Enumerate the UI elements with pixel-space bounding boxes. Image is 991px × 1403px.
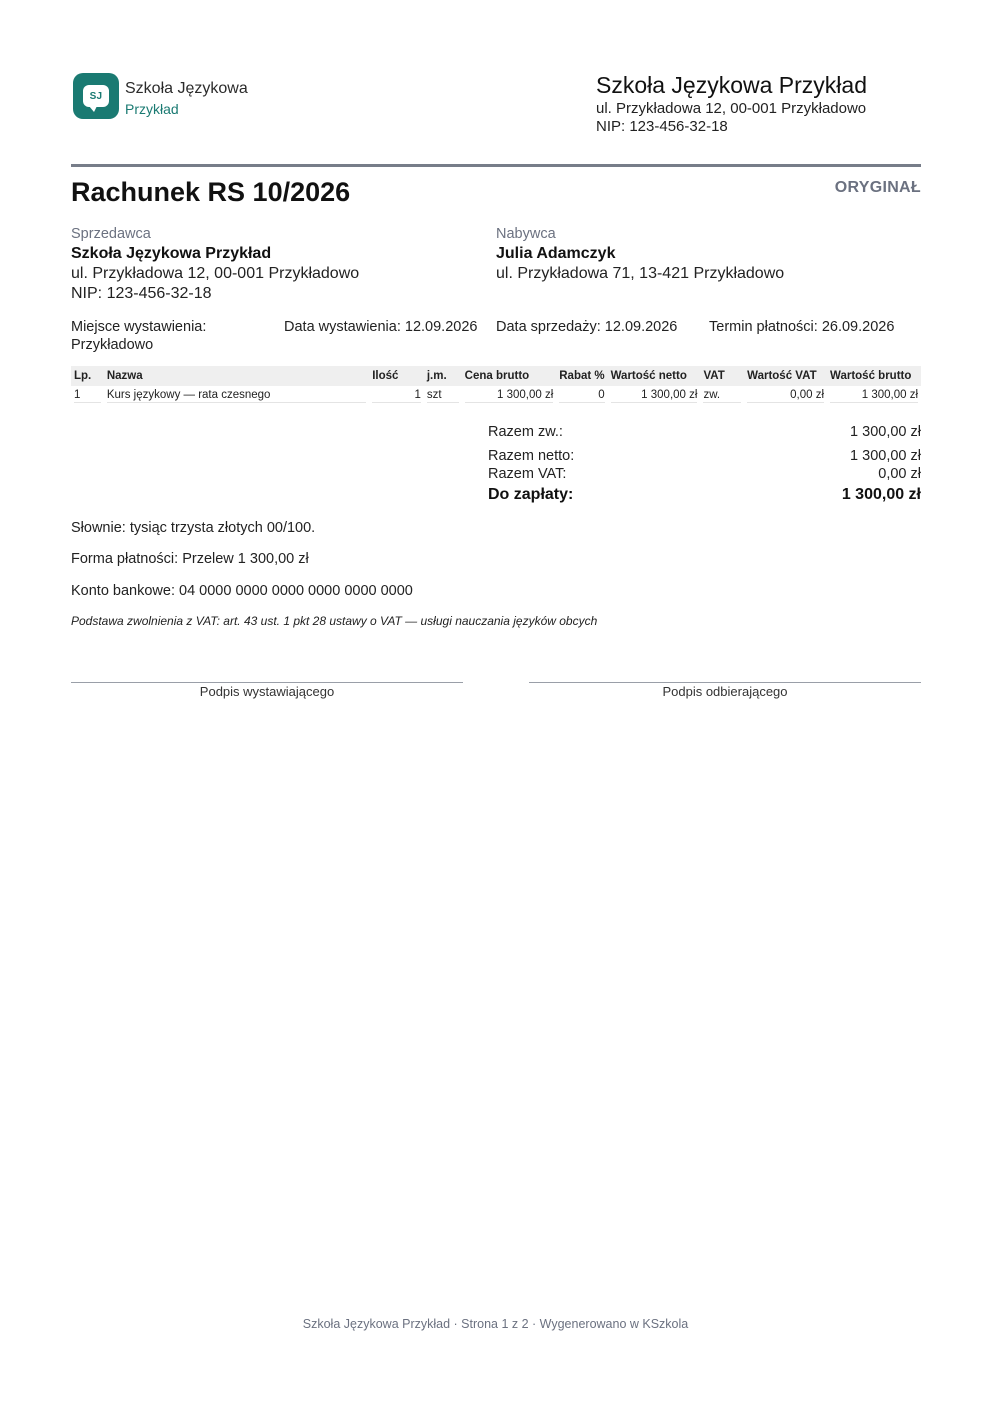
row-name: Kurs językowy — rata czesnego <box>107 389 366 403</box>
issuer-signature-line <box>71 682 463 683</box>
document-title: Rachunek RS 10/2026 <box>71 177 351 207</box>
row-qty: 1 <box>372 389 421 403</box>
table-row <box>71 386 921 406</box>
row-vat: zw. <box>703 389 741 403</box>
items-table <box>71 366 921 406</box>
row-gross-value: 1 300,00 zł <box>830 389 918 403</box>
seller-label: Sprzedawca <box>71 226 151 242</box>
sum-exempt-label: Razem zw.: <box>488 424 563 440</box>
logo-monogram: SJ <box>89 90 103 102</box>
col-discount: Rabat % <box>556 366 607 386</box>
logo-name: Szkoła Językowa <box>125 80 248 97</box>
logo-badge <box>73 73 119 119</box>
row-lp: 1 <box>74 389 101 403</box>
col-name: Nazwa <box>104 366 369 386</box>
row-unit: szt <box>427 389 459 403</box>
page-footer: Szkoła Językowa Przykład · Strona 1 z 2 · Wygenerowano w KSzkola <box>302 1317 689 1331</box>
col-vat-value: Wartość VAT <box>744 366 827 386</box>
issuer-signature-label: Podpis wystawiającego <box>199 684 335 699</box>
seller-nip: NIP: 123-456-32-18 <box>71 285 212 302</box>
sum-net-label: Razem netto: <box>488 448 575 464</box>
col-qty: Ilość <box>369 366 424 386</box>
row-discount: 0 <box>559 389 604 403</box>
table-header-row <box>71 366 921 386</box>
header-company-name: Szkoła Językowa Przykład <box>596 72 867 98</box>
seller-name: Szkoła Językowa Przykład <box>71 245 272 262</box>
row-net-value: 1 300,00 zł <box>611 389 698 403</box>
issue-date: Data wystawienia: 12.09.2026 <box>284 319 478 335</box>
col-gross-value: Wartość brutto <box>827 366 921 386</box>
col-unit: j.m. <box>424 366 462 386</box>
buyer-address: ul. Przykładowa 71, 13-421 Przykładowo <box>496 265 785 282</box>
col-gross-price: Cena brutto <box>462 366 557 386</box>
buyer-name: Julia Adamczyk <box>496 245 616 262</box>
issue-place: Miejsce wystawienia: Przykładowo <box>71 319 207 353</box>
sum-exempt-value: 1 300,00 zł <box>850 424 921 440</box>
receiver-signature-label: Podpis odbierającego <box>662 684 788 699</box>
logo-subtitle: Przykład <box>125 101 179 117</box>
sum-net-value: 1 300,00 zł <box>850 448 921 464</box>
speech-bubble-icon <box>83 85 109 107</box>
copy-label: ORYGINAŁ <box>834 179 921 196</box>
row-vat-value: 0,00 zł <box>747 389 824 403</box>
receiver-signature-line <box>529 682 921 683</box>
header-company-nip: NIP: 123-456-32-18 <box>596 118 728 135</box>
header-divider <box>71 164 921 167</box>
col-net-value: Wartość netto <box>608 366 701 386</box>
due-date: Termin płatności: 26.09.2026 <box>709 319 895 335</box>
sum-total-label: Do zapłaty: <box>488 486 574 503</box>
col-vat: VAT <box>700 366 744 386</box>
header-company-address: ul. Przykładowa 12, 00-001 Przykładowo <box>596 100 867 117</box>
seller-address: ul. Przykładowa 12, 00-001 Przykładowo <box>71 265 360 282</box>
buyer-label: Nabywca <box>496 226 556 242</box>
payment-method: Forma płatności: Przelew 1 300,00 zł <box>71 551 309 567</box>
amount-in-words: Słownie: tysiąc trzysta złotych 00/100. <box>71 520 316 536</box>
vat-exemption-note: Podstawa zwolnienia z VAT: art. 43 ust. 1 pkt 28 ustawy o VAT — usługi nauczania języków obcych <box>71 614 598 628</box>
sale-date: Data sprzedaży: 12.09.2026 <box>496 319 678 335</box>
sum-total-value: 1 300,00 zł <box>841 486 921 503</box>
sum-vat-value: 0,00 zł <box>878 466 921 482</box>
bank-account: Konto bankowe: 04 0000 0000 0000 0000 0000 0000 <box>71 583 413 599</box>
sum-vat-label: Razem VAT: <box>488 466 567 482</box>
row-gross-price: 1 300,00 zł <box>465 389 554 403</box>
col-lp: Lp. <box>71 366 104 386</box>
